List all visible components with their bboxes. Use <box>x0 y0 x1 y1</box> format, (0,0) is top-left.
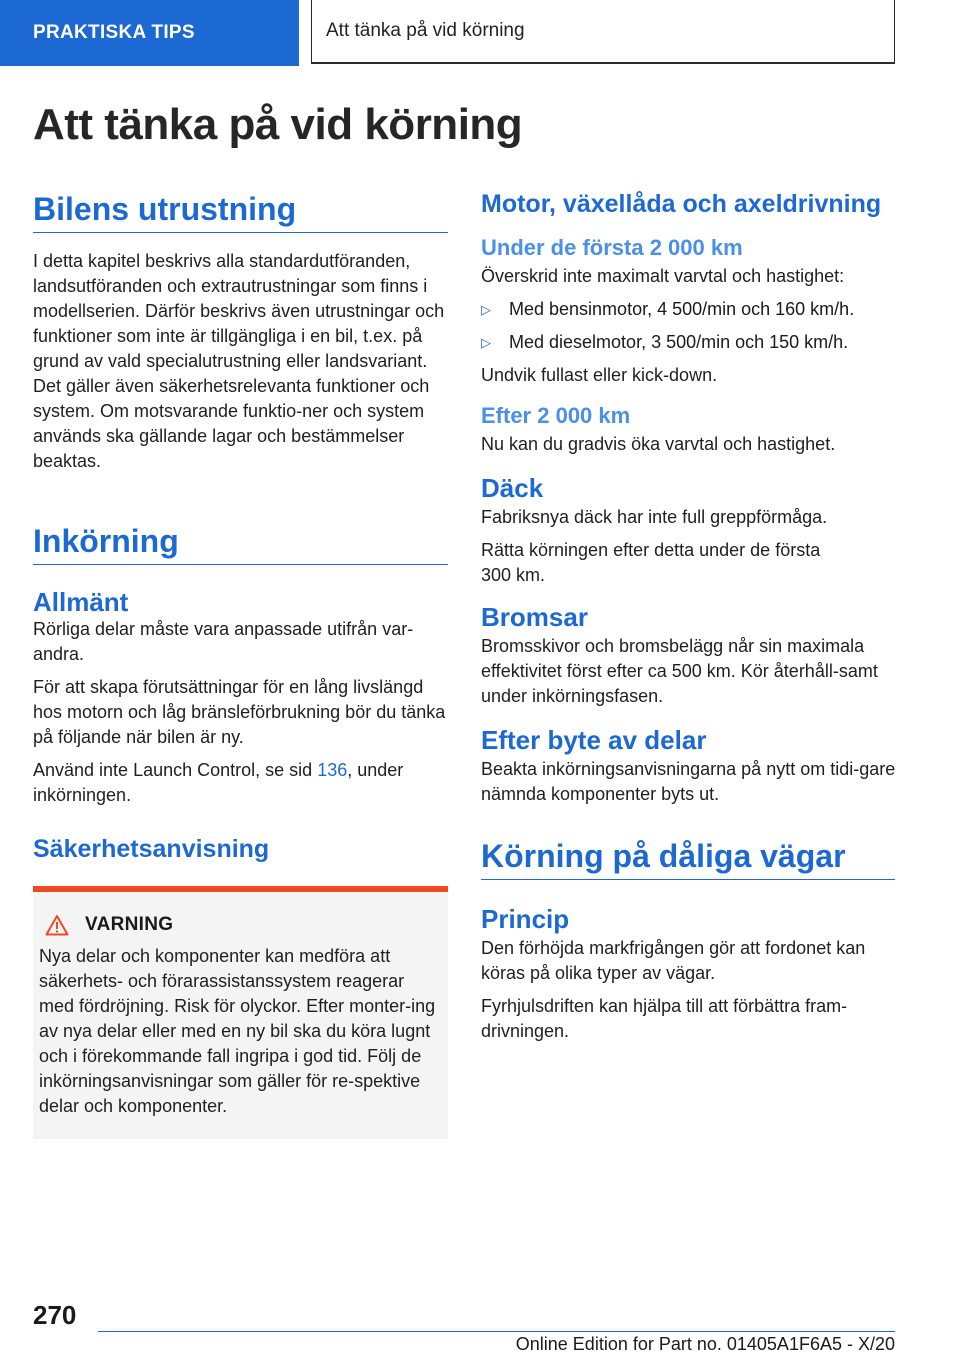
heading-daliga-vagar: Körning på dåliga vägar <box>481 837 895 880</box>
paragraph-principle-1: Den förhöjda markfrigången gör att fordonet kan köras på olika typer av vägar. <box>481 938 866 983</box>
warning-header <box>39 914 438 936</box>
left-column <box>33 190 448 1139</box>
page-number: 270 <box>33 1300 77 1330</box>
list-item <box>481 330 896 355</box>
heading-allmant: Allmänt <box>33 587 129 617</box>
warning-text: Nya delar och komponenter kan medföra att säkerhets- och förarassistanssystem reagerar med fördröjning. Risk för olyckor. Efter monter‐ing av nya delar eller med en ny bil ska du köra lugnt och i förekommande fall ingripa i god tid. Följ de inkörningsanvisningar som gäller för re‐spektive delar och komponenter. <box>39 946 436 1116</box>
text-launch-after: , under inkörningen. <box>33 760 404 805</box>
list-item <box>481 297 896 322</box>
text-launch-before: Använd inte Launch Control, se sid <box>33 760 318 780</box>
footer-edition: Online Edition for Part no. 01405A1F6A5 - X/20 <box>515 1334 895 1354</box>
paragraph-tires-2: Rätta körningen efter detta under de första 300 km. <box>481 540 821 585</box>
paragraph-parts: Beakta inkörningsanvisningarna på nytt om tidi‐gare nämnda komponenter byts ut. <box>481 759 896 804</box>
heading-motor-vaxellada: Motor, växellåda och axeldrivning <box>481 190 882 218</box>
heading-princip: Princip <box>481 904 570 934</box>
warning-title: VARNING <box>85 914 174 935</box>
paragraph-equipment: I detta kapitel beskrivs alla standardutföranden, landsutföranden och extrautrustningar som finns i modellserien. Därför beskrivs även utrustningar och funktioner som inte är tillgängliga i en bil, t.ex. på grund av vald specialutrustning eller landsvariant. Det gäller även säkerhetsrelevanta funktioner och system. Om motsvarande funktio‐ner och system används ska gällande lagar och bestämmelser beaktas. <box>33 251 445 471</box>
list-item-text: Med bensinmotor, 4 500/min och 160 km/h. <box>509 299 855 319</box>
paragraph-general-3 <box>33 758 448 808</box>
paragraph-general-1: Rörliga delar måste vara anpassade utifrån var‐andra. <box>33 619 414 664</box>
triangle-bullet-icon: ▷ <box>481 335 491 350</box>
paragraph-first-km: Överskrid inte maximalt varvtal och hastighet: <box>481 266 845 286</box>
paragraph-brakes: Bromsskivor och bromsbelägg når sin maximala effektivitet först efter ca 500 km. Kör återhåll‐samt under inkörningsfasen. <box>481 636 878 706</box>
page-link-136[interactable]: 136 <box>317 760 348 780</box>
paragraph-tires-1: Fabriksnya däck har inte full greppförmåga. <box>481 507 828 527</box>
heading-bilens-utrustning: Bilens utrustning <box>33 190 448 233</box>
page-title: Att tänka på vid körning <box>33 100 523 149</box>
paragraph-principle-2: Fyrhjulsdriften kan hjälpa till att förbättra fram‐drivningen. <box>481 996 848 1041</box>
heading-bromsar: Bromsar <box>481 602 588 632</box>
paragraph-kickdown: Undvik fullast eller kick-down. <box>481 365 718 385</box>
warning-triangle-icon <box>45 914 69 936</box>
paragraph-general-2: För att skapa förutsättningar för en lång livslängd hos motorn och låg bränsleförbrukning bör du tänka på följande när bilen är ny. <box>33 677 446 747</box>
list-item-text: Med dieselmotor, 3 500/min och 150 km/h. <box>509 332 849 352</box>
heading-sakerhetsanvisning: Säkerhetsanvisning <box>33 835 270 863</box>
heading-inkorning: Inkörning <box>33 522 448 565</box>
triangle-bullet-icon: ▷ <box>481 302 491 317</box>
heading-dack: Däck <box>481 473 544 503</box>
running-title: Att tänka på vid körning <box>311 0 895 64</box>
footer-divider <box>98 1331 895 1332</box>
paragraph-after-km: Nu kan du gradvis öka varvtal och hastighet. <box>481 434 836 454</box>
section-tab: PRAKTISKA TIPS <box>0 0 299 66</box>
heading-efter-byte: Efter byte av delar <box>481 725 707 755</box>
right-column <box>481 190 896 1044</box>
warning-box <box>33 886 448 1139</box>
heading-efter-2000-km: Efter 2 000 km <box>481 403 631 428</box>
heading-under-2000-km: Under de första 2 000 km <box>481 235 743 260</box>
